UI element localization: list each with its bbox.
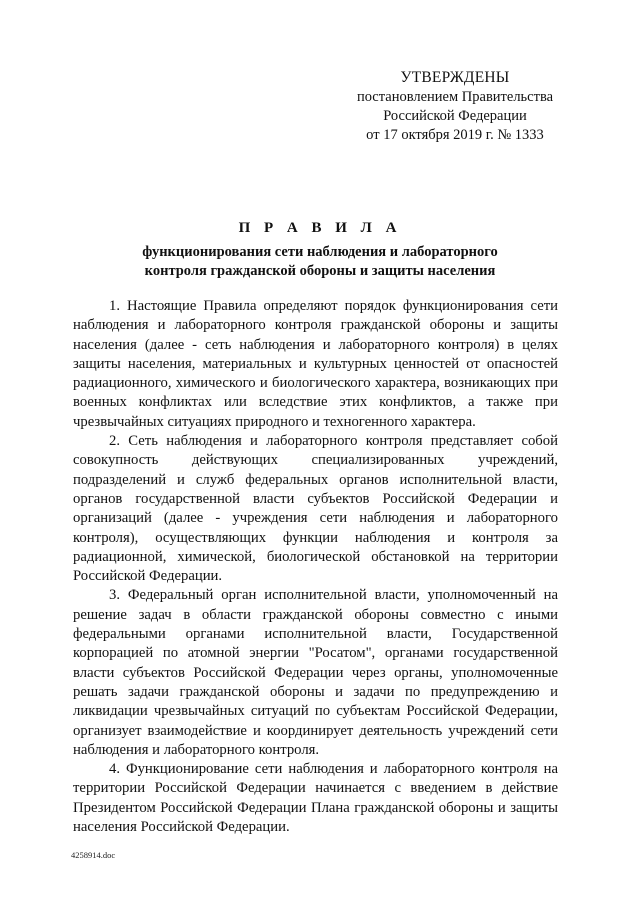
document-heading: П Р А В И Л А bbox=[238, 220, 402, 236]
approval-line-1: постановлением Правительства bbox=[356, 89, 554, 105]
approval-block bbox=[330, 68, 580, 145]
document-title bbox=[0, 220, 640, 281]
approval-line-2: Российской Федерации bbox=[383, 108, 527, 124]
document-body bbox=[73, 297, 558, 837]
paragraph-1: 1. Настоящие Правила определяют порядок функционирования сети наблюдения и лабораторного контроля гражданской обороны и защиты населения (далее - сеть наблюдения и лабораторного контроля) в целях защиты населения, материальных и культурных ценностей от опасностей радиационного, химического и биологического характера, возникающих при военных конфликтах или вследствие этих конфликтов, а также при чрезвычайных ситуациях природного и техногенного характера. bbox=[73, 298, 558, 430]
document-subtitle-line-1: функционирования сети наблюдения и лабораторного bbox=[142, 244, 498, 260]
approval-title: УТВЕРЖДЕНЫ bbox=[400, 69, 510, 86]
paragraph-3: 3. Федеральный орган исполнительной власти, уполномоченный на решение задач в области гражданской обороны совместно с иными федеральными органами исполнительной власти, Государственной корпорацией по атомной энергии "Росатом", органами государственной власти субъектов Российской Федерации через органы, уполномоченные решать задачи гражданской обороны и задачи по предупреждению и ликвидации чрезвычайных ситуаций по субъектам Российской Федерации, организует взаимодействие и координирует деятельность учреждений сети наблюдения и лабораторного контроля. bbox=[73, 587, 558, 758]
document-subtitle-line-2: контроля гражданской обороны и защиты населения bbox=[144, 263, 496, 279]
paragraph-2: 2. Сеть наблюдения и лабораторного контроля представляет собой совокупность действующих специализированных учреждений, подразделений и служб федеральных органов исполнительной власти, органов государственной власти субъектов Российской Федерации и организаций (далее - учреждения сети наблюдения и лабораторного контроля), осуществляющих функции наблюдения и контроля за радиационной, химической, биологической обстановкой на территории Российской Федерации. bbox=[73, 433, 558, 585]
document-file-id: 4258914.doc bbox=[71, 850, 116, 860]
paragraph-4: 4. Функционирование сети наблюдения и лабораторного контроля на территории Российской Федерации начинается с введением в действие Президентом Российской Федерации Плана гражданской обороны и защиты населения Российской Федерации. bbox=[73, 761, 558, 836]
approval-date-number: от 17 октября 2019 г. № 1333 bbox=[366, 127, 544, 143]
